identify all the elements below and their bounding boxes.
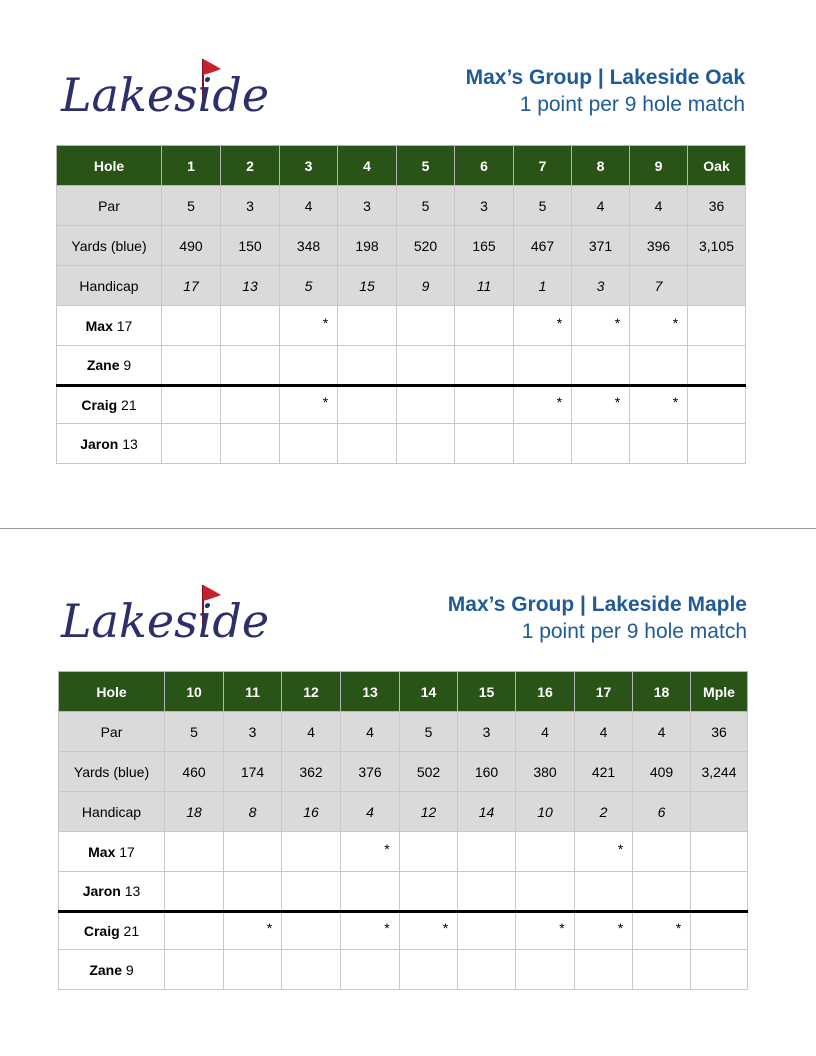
yards-row-cell: 467 (514, 226, 572, 266)
scorecard-subtitle: 1 point per 9 hole match (519, 93, 745, 116)
logo-wordmark: Lakeside (61, 68, 270, 122)
score-cell[interactable] (341, 912, 400, 950)
header-row-cell: 18 (633, 672, 691, 712)
score-cell[interactable] (575, 872, 633, 912)
score-cell[interactable] (455, 424, 514, 464)
player-row (59, 912, 748, 950)
score-cell[interactable] (341, 832, 400, 872)
score-cell[interactable] (338, 386, 397, 424)
score-cell[interactable] (455, 346, 514, 386)
par-row-label: Par (57, 186, 162, 226)
stroke-mark: * (675, 920, 682, 936)
stroke-mark: * (614, 314, 621, 331)
player-name-cell (59, 950, 165, 990)
player-name: Craig (81, 397, 118, 413)
stroke-mark: * (617, 840, 624, 857)
handicap-row-cell: 5 (280, 266, 338, 306)
score-cell[interactable] (691, 950, 748, 990)
player-name: Zane (89, 961, 122, 978)
score-cell[interactable] (338, 306, 397, 346)
scorecard-title: Max’s Group | Lakeside Maple (447, 593, 747, 616)
handicap-row-label: Handicap (57, 266, 162, 306)
scorecard-title-block (448, 591, 747, 645)
score-cell[interactable] (221, 346, 280, 386)
stroke-mark: * (384, 920, 390, 936)
score-cell[interactable] (630, 306, 688, 346)
par-row-cell: 5 (400, 712, 458, 752)
yards-row-cell: 376 (341, 752, 400, 792)
score-cell[interactable] (397, 346, 455, 386)
score-cell[interactable] (165, 872, 224, 912)
scorecard-table (56, 145, 746, 464)
par-row-cell: 4 (280, 186, 338, 226)
yards-row (59, 752, 748, 792)
yards-row-label: Yards (blue) (59, 752, 165, 792)
handicap-row-cell: 4 (341, 792, 400, 832)
score-cell[interactable] (224, 832, 282, 872)
player-handicap: 13 (124, 883, 141, 899)
handicap-row-cell: 15 (338, 266, 397, 306)
par-row-cell: 5 (162, 186, 221, 226)
handicap-row-cell (688, 266, 746, 306)
lakeside-logo (55, 581, 270, 653)
player-name: Max (85, 317, 113, 334)
score-cell[interactable] (282, 872, 341, 912)
yards-row-cell: 460 (165, 752, 224, 792)
player-name: Craig (83, 923, 120, 939)
handicap-row-cell: 2 (575, 792, 633, 832)
yards-row-cell: 165 (455, 226, 514, 266)
player-row (59, 950, 748, 990)
par-row-cell: 5 (514, 186, 572, 226)
stroke-mark: * (266, 920, 273, 936)
score-cell[interactable] (338, 424, 397, 464)
score-cell[interactable] (162, 346, 221, 386)
par-row-cell: 3 (224, 712, 282, 752)
score-cell[interactable] (691, 832, 748, 872)
score-cell[interactable] (691, 872, 748, 912)
yards-row-cell: 421 (575, 752, 633, 792)
score-cell[interactable] (633, 872, 691, 912)
lakeside-logo (55, 55, 270, 127)
par-row-cell: 4 (630, 186, 688, 226)
score-cell[interactable] (516, 832, 575, 872)
score-cell[interactable] (397, 386, 455, 424)
logo-wordmark: Lakeside (61, 594, 270, 648)
header-row-cell: 3 (280, 146, 338, 186)
score-cell[interactable] (572, 424, 630, 464)
header-row-cell: 14 (400, 672, 458, 712)
stroke-mark: * (442, 920, 449, 936)
page-divider (0, 528, 816, 529)
handicap-row-cell: 6 (633, 792, 691, 832)
yards-row-cell: 160 (458, 752, 516, 792)
handicap-row-cell: 10 (516, 792, 575, 832)
stroke-mark: * (322, 394, 329, 410)
score-cell[interactable] (165, 950, 224, 990)
player-row (57, 306, 746, 346)
score-cell[interactable] (280, 346, 338, 386)
header-row-cell: 2 (221, 146, 280, 186)
score-cell[interactable] (282, 950, 341, 990)
yards-row-cell: 520 (397, 226, 455, 266)
stroke-mark: * (672, 314, 679, 331)
player-name: Zane (86, 357, 120, 373)
header-row-cell: Oak (688, 146, 746, 186)
handicap-row-cell: 9 (397, 266, 455, 306)
score-cell[interactable] (575, 832, 633, 872)
player-name-cell (59, 832, 165, 872)
score-cell[interactable] (162, 386, 221, 424)
par-row-cell: 3 (221, 186, 280, 226)
scorecard-title: Max’s Group | Lakeside Oak (465, 66, 745, 89)
header-row-cell: 8 (572, 146, 630, 186)
score-cell[interactable] (575, 912, 633, 950)
player-handicap: 17 (116, 317, 133, 334)
score-cell[interactable] (162, 424, 221, 464)
header-row-cell: 17 (575, 672, 633, 712)
yards-row-cell: 150 (221, 226, 280, 266)
score-cell[interactable] (341, 950, 400, 990)
stroke-mark: * (672, 394, 679, 410)
score-cell[interactable] (688, 386, 746, 424)
par-row-cell: 3 (455, 186, 514, 226)
par-row (59, 712, 748, 752)
score-cell[interactable] (221, 386, 280, 424)
stroke-mark: * (614, 394, 621, 410)
player-row (57, 424, 746, 464)
yards-row-cell: 409 (633, 752, 691, 792)
player-name-cell (57, 386, 162, 424)
player-row (57, 346, 746, 386)
header-row-cell: 16 (516, 672, 575, 712)
player-handicap: 9 (123, 357, 132, 373)
par-row-cell: 4 (341, 712, 400, 752)
player-handicap: 13 (122, 435, 138, 452)
score-cell[interactable] (400, 950, 458, 990)
player-handicap: 21 (123, 923, 140, 939)
header-row (59, 672, 748, 712)
score-cell[interactable] (458, 912, 516, 950)
player-row (59, 872, 748, 912)
score-cell[interactable] (397, 306, 455, 346)
player-row (57, 386, 746, 424)
score-cell[interactable] (688, 346, 746, 386)
player-row (59, 832, 748, 872)
score-cell[interactable] (630, 346, 688, 386)
player-name-cell (57, 306, 162, 346)
score-cell[interactable] (572, 386, 630, 424)
par-row-label: Par (59, 712, 165, 752)
score-cell[interactable] (397, 424, 455, 464)
par-row-cell: 4 (516, 712, 575, 752)
score-cell[interactable] (516, 872, 575, 912)
player-name: Jaron (80, 435, 119, 452)
score-cell[interactable] (400, 872, 458, 912)
par-row-cell: 36 (688, 186, 746, 226)
yards-row-cell: 371 (572, 226, 630, 266)
handicap-row-cell: 17 (162, 266, 221, 306)
scorecard-table (58, 671, 748, 990)
score-cell[interactable] (338, 346, 397, 386)
player-handicap: 21 (121, 397, 137, 413)
score-cell[interactable] (280, 306, 338, 346)
par-row (57, 186, 746, 226)
score-cell[interactable] (630, 386, 688, 424)
yards-row-cell: 490 (162, 226, 221, 266)
score-cell[interactable] (224, 912, 282, 950)
score-cell[interactable] (282, 912, 341, 950)
par-row-cell: 5 (397, 186, 455, 226)
par-row-cell: 4 (633, 712, 691, 752)
handicap-row-cell: 12 (400, 792, 458, 832)
score-cell[interactable] (516, 912, 575, 950)
stroke-mark: * (617, 920, 624, 936)
player-name: Max (88, 843, 116, 860)
score-cell[interactable] (224, 872, 282, 912)
score-cell[interactable] (688, 306, 746, 346)
header-row-cell: 10 (165, 672, 224, 712)
handicap-row-cell (691, 792, 748, 832)
yards-row-cell: 3,105 (688, 226, 746, 266)
player-name: Jaron (82, 883, 121, 899)
score-cell[interactable] (516, 950, 575, 990)
score-cell[interactable] (633, 832, 691, 872)
score-cell[interactable] (221, 424, 280, 464)
header-row-cell: 12 (282, 672, 341, 712)
yards-row-cell: 174 (224, 752, 282, 792)
score-cell[interactable] (691, 912, 748, 950)
par-row-cell: 3 (458, 712, 516, 752)
par-row-cell: 4 (282, 712, 341, 752)
score-cell[interactable] (341, 872, 400, 912)
stroke-mark: * (556, 314, 563, 331)
score-cell[interactable] (514, 386, 572, 424)
par-row-cell: 36 (691, 712, 748, 752)
handicap-row-cell: 7 (630, 266, 688, 306)
score-cell[interactable] (458, 832, 516, 872)
score-cell[interactable] (458, 872, 516, 912)
header-row-cell: Mple (691, 672, 748, 712)
player-handicap: 9 (125, 961, 134, 978)
header-row-cell: 11 (224, 672, 282, 712)
score-cell[interactable] (224, 950, 282, 990)
lakeside-logo-graphic (55, 55, 270, 127)
score-cell[interactable] (400, 832, 458, 872)
handicap-row (57, 266, 746, 306)
player-name-cell (57, 424, 162, 464)
score-cell[interactable] (572, 306, 630, 346)
yards-row-cell: 348 (280, 226, 338, 266)
header-row-cell: 15 (458, 672, 516, 712)
yards-row-cell: 3,244 (691, 752, 748, 792)
handicap-row (59, 792, 748, 832)
handicap-row-cell: 11 (455, 266, 514, 306)
score-cell[interactable] (458, 950, 516, 990)
stroke-mark: * (559, 920, 565, 936)
score-cell[interactable] (633, 912, 691, 950)
handicap-row-cell: 18 (165, 792, 224, 832)
handicap-row-cell: 1 (514, 266, 572, 306)
player-name-cell (59, 872, 165, 912)
score-cell[interactable] (455, 386, 514, 424)
header-row-cell: 5 (397, 146, 455, 186)
score-cell[interactable] (514, 424, 572, 464)
yards-row-cell: 380 (516, 752, 575, 792)
header-row-label: Hole (57, 146, 162, 186)
par-row-cell: 3 (338, 186, 397, 226)
header-row-cell: 6 (455, 146, 514, 186)
score-cell[interactable] (165, 912, 224, 950)
score-cell[interactable] (514, 306, 572, 346)
score-cell[interactable] (282, 832, 341, 872)
header-row-cell: 13 (341, 672, 400, 712)
lakeside-logo-graphic (55, 581, 270, 653)
yards-row-label: Yards (blue) (57, 226, 162, 266)
header-row-cell: 9 (630, 146, 688, 186)
handicap-row-cell: 8 (224, 792, 282, 832)
yards-row-cell: 396 (630, 226, 688, 266)
score-cell[interactable] (572, 346, 630, 386)
header-row-label: Hole (59, 672, 165, 712)
scorecard-title-block (466, 64, 745, 118)
score-cell[interactable] (630, 424, 688, 464)
header-row-cell: 7 (514, 146, 572, 186)
yards-row-cell: 362 (282, 752, 341, 792)
header-row (57, 146, 746, 186)
player-handicap: 17 (119, 843, 135, 860)
par-row-cell: 4 (572, 186, 630, 226)
stroke-mark: * (384, 840, 390, 857)
yards-row-cell: 198 (338, 226, 397, 266)
score-cell[interactable] (221, 306, 280, 346)
score-cell[interactable] (455, 306, 514, 346)
score-cell[interactable] (400, 912, 458, 950)
handicap-row-label: Handicap (59, 792, 165, 832)
par-row-cell: 4 (575, 712, 633, 752)
score-cell[interactable] (280, 386, 338, 424)
stroke-mark: * (322, 314, 329, 331)
score-cell[interactable] (165, 832, 224, 872)
score-cell[interactable] (514, 346, 572, 386)
header-row-cell: 4 (338, 146, 397, 186)
player-name-cell (59, 912, 165, 950)
score-cell[interactable] (575, 950, 633, 990)
stroke-mark: * (556, 394, 563, 410)
scorecard-subtitle: 1 point per 9 hole match (521, 620, 747, 643)
score-cell[interactable] (162, 306, 221, 346)
par-row-cell: 5 (165, 712, 224, 752)
score-cell[interactable] (633, 950, 691, 990)
score-cell[interactable] (280, 424, 338, 464)
score-cell[interactable] (688, 424, 746, 464)
handicap-row-cell: 13 (221, 266, 280, 306)
handicap-row-cell: 14 (458, 792, 516, 832)
yards-row (57, 226, 746, 266)
header-row-cell: 1 (162, 146, 221, 186)
yards-row-cell: 502 (400, 752, 458, 792)
player-name-cell (57, 346, 162, 386)
handicap-row-cell: 16 (282, 792, 341, 832)
handicap-row-cell: 3 (572, 266, 630, 306)
